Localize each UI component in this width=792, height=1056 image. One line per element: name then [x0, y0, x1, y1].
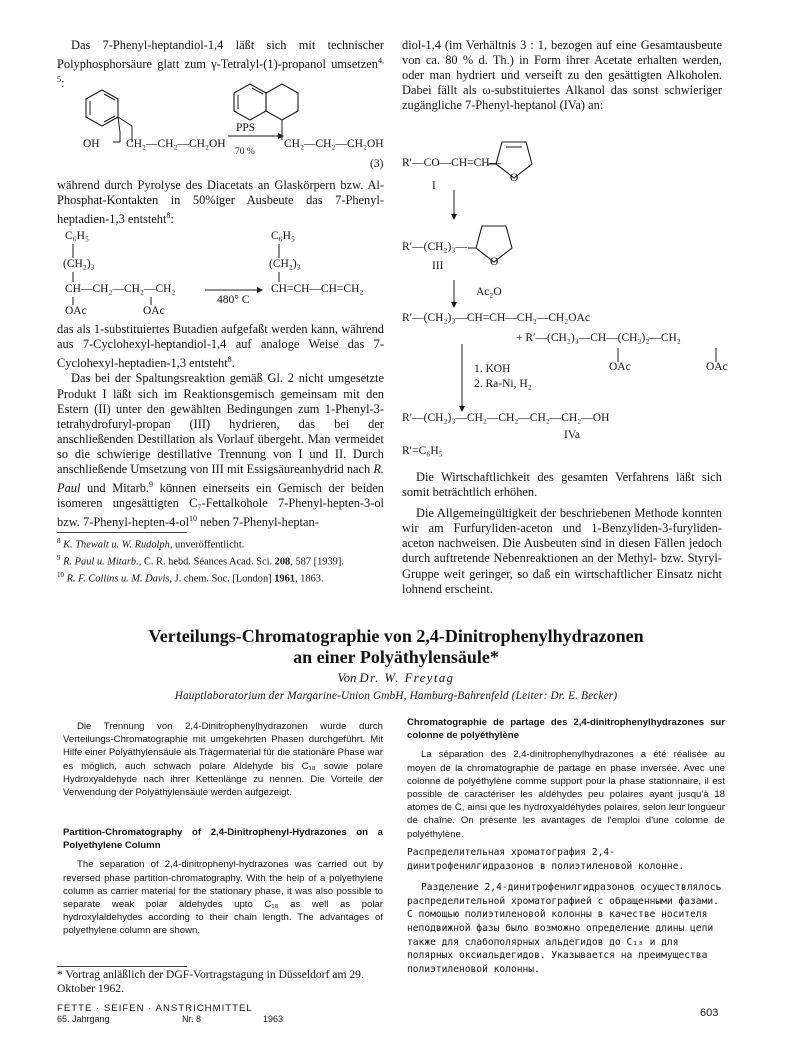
- abstract-russian: Распределительная хроматография 2,4-динитрофенилгидразонов в полиэтиленовой колонне. Разделение 2,4-динитрофенилгидразонов осуществлялось распределительной хроматографией с обращенными фазами. С помощью полиэтиленовой колонны в качестве носителя неподвижной фазы было возможно определение длины цепи также для слабополярных альдегидов до C₁₈ и для полярных оксиальдегидов. Указывается на преимущества полиэтиленовой колонны.: [407, 846, 725, 976]
- paragraph: Das bei der Spaltungsreaktion gemäß Gl. 2 nicht umgesetzte Produkt I läßt sich im Reaktionsgemisch gemeinsam mit den Estern (II) unter den gewählten Bedingungen zum 1-Phenyl-3-tetrahydrofuryl-propan (III) hydrieren, das bei der anschließenden Destillation als Vorlauf übergeht. Man vermeidet so die schwierige destillative Trennung von I und II. Durch anschließende Umsetzung von III mit Essigsäureanhydrid nach R. Paul und Mitarb.$^9$ können einerseits ein Gemisch der beiden isomeren ungesättigten C₇-Fettalkohole 7-Phenyl-hepten-3-ol bzw. $7-Phenyl-hepten-4-ol^{10}$ neben 7-Phenyl-heptan-: [57, 371, 385, 530]
- paragraph: Die Allgemeingültigkeit der beschriebenen Methode konnten wir am Furfuryliden-aceton und 1-Benzyliden-3-furyliden-aceton nachweisen. Die Ausbeuten sind in diesen Fällen jedoch durch auftretende Nebenreaktionen an der Methyl- bzw. Styryl-Gruppe weit geringer, so daß ein wirtschaftlicher Einsatz nicht lohnend erscheint.: [402, 506, 722, 596]
- equation-number-3: (3): [370, 158, 384, 170]
- scheme-r3: R′—(CH₂)₃—CH=CH—CH₂—CH₂OAc: [402, 312, 590, 324]
- scheme-r4: + R′—(CH₂)₃—CH—(CH₂)₂—CH₂: [516, 332, 681, 344]
- scheme-3-oh: OH: [83, 138, 100, 150]
- scheme-3-structures: [80, 88, 385, 170]
- journal-footer: [57, 1003, 737, 1025]
- journal-issue: Nr. 8: [182, 1014, 202, 1024]
- right-column-p2-p3: [402, 470, 722, 597]
- right-column-p1: [402, 38, 722, 113]
- diene-left-oac-2: OAc: [143, 305, 165, 317]
- diene-left-ch2-3: (CH₂)₃: [63, 258, 95, 270]
- scheme-r5: R′—(CH₂)₃—CH₂—CH₂—CH₂—CH₂—OH: [402, 412, 610, 424]
- diene-right-chain: CH=CH—CH=CH₂: [271, 283, 364, 295]
- diene-right-c6h5: C₆H₅: [271, 230, 295, 242]
- paragraph: Die Wirtschaftlichkeit des gesamten Verfahrens läßt sich somit beträchtlich erhöhen.: [402, 470, 722, 500]
- abstract-french: Chromatographie de partage des 2,4-dinitrophenylhydrazones sur colonne de polyéthylène La séparation des 2,4-dinitrophenylhydrazones a été réalisée au moyen de la chromatographie de partage en phase inversée. Avec une colonne de polyéthylène comme support pour la phase stationnaire, il est possible de caractériser les aldéhydes peu polaires ayant jusqu'à 18 atomes de C, ainsi que les hydroxyaldéhydes polaires, selon leur longueur de chaîne. On présente les avantages de l'emploi d'une colonne de polyéthylène.: [407, 717, 725, 840]
- reaction-scheme-furan: [402, 130, 737, 460]
- diene-left-chain: CH—CH₂—CH₂—CH₂: [65, 283, 176, 295]
- abstract-french-title: Chromatographie de partage des 2,4-dinitrophenylhydrazones sur colonne de polyéthylène: [407, 717, 725, 742]
- scheme-3-arrow-top: PPS: [236, 122, 256, 134]
- abstract-english-title: Partition-Chromatography of 2,4-Dinitrophenyl-Hydrazones on a Polyethylene Column: [63, 827, 383, 852]
- reaction-scheme-3: [80, 88, 385, 170]
- diene-right-ch2-3: (CH₂)₃: [269, 258, 301, 270]
- scheme-r2: R′—(CH₂)₃—: [402, 241, 467, 253]
- paragraph: während durch Pyrolyse des Diacetats an Glaskörpern bzw. Al-Phosphat-Kontakten in 50%iger Ausbeute das 7-Phenyl-heptadien-1,3 entsteht$^8$:: [57, 178, 384, 227]
- article-author: Von Dr. W. Freytag: [337, 671, 455, 685]
- footnote-9: $^9$ R. Paul u. Mitarb., C. R. hebd. Séances Acad. Sci. 208, 587 [1939].: [57, 554, 344, 568]
- article-title-line-2: an einer Polyäthylensäule*: [293, 647, 499, 667]
- scheme-furan-o: O: [510, 172, 519, 184]
- scheme-label-IVa: IVa: [564, 429, 580, 441]
- journal-year: 1963: [263, 1014, 284, 1024]
- paragraph: das als 1-substituiertes Butadien aufgefaßt werden kann, während aus 7-Cyclohexyl-heptandiol-1,4 auf analoge Weise das 7-Cyclohexyl-heptadien-1,3 entsteht$^8$.: [57, 322, 384, 371]
- scheme-step-2: 2. Ra-Ni, H₂: [474, 378, 532, 390]
- paragraph: diol-1,4 (im Verhältnis 3 : 1, bezogen auf eine Gesamtausbeute von ca. 80 % d. Th.) in Form ihrer Acetate erhalten werden, oder man hydriert und verseift zu den gesättigten Alkoholen. Dabei fällt als ω-substituiertes Alkanol das sonst schwieriger zugängliche 7-Phenyl-heptanol (IVa) an:: [402, 38, 722, 113]
- article-footnote-divider: [57, 966, 187, 967]
- footnote-10: $^{10}$ R. F. Collins u. M. Davis, J. chem. Soc. [London] 1961, 1863.: [57, 571, 324, 585]
- scheme-label-III: III: [432, 260, 444, 272]
- scheme-3-left-chain: CH₂—CH₂—CH₂OH: [126, 138, 226, 150]
- abstract-russian-title: Распределительная хроматография 2,4-динитрофенилгидразонов в полиэтиленовой колонне.: [407, 847, 685, 872]
- left-column-p3-p4: [57, 322, 384, 531]
- diene-scheme-bonds: [57, 230, 387, 320]
- diene-left-oac-1: OAc: [65, 305, 87, 317]
- footnote-divider: [57, 532, 187, 533]
- scheme-ac2o: Ac₂O: [476, 286, 502, 298]
- scheme-thf-o: O: [490, 256, 499, 268]
- scheme-oac-1: OAc: [609, 361, 631, 373]
- abstract-german: Die Trennung von 2,4-Dinitrophenylhydrazonen wurde durch Verteilungs-Chromatographie mit umgekehrten Phasen durchgeführt. Mit Hilfe einer Polyäthylensäule als Trägermaterial für die stationäre Phase war es möglich, auch schwach polare Aldehyde bis C₁₈ sowie polare Hydroxyaldehyde nach ihrer Kettenlänge zu nennen. Die Vorteile der Verwendung der Polyäthylensäule werden aufgezeigt.: [63, 721, 383, 799]
- journal-name: FETTE · SEIFEN · ANSTRICHMITTEL: [57, 1003, 253, 1014]
- article-title-line-1: Verteilungs-Chromatographie von 2,4-Dinitrophenylhydrazonen: [148, 626, 644, 646]
- scheme-step-1: 1. KOH: [474, 363, 511, 375]
- scheme-3-arrow-bottom: 70 %: [235, 147, 255, 157]
- article-affiliation: Hauptlaboratorium der Margarine-Union GmbH, Hamburg-Bahrenfeld (Leiter: Dr. E. Becker): [174, 690, 618, 702]
- abstract-english: Partition-Chromatography of 2,4-Dinitrophenyl-Hydrazones on a Polyethylene Column The separation of 2,4-dinitrophenyl-hydrazones was carried out by reversed phase partition-chromatography. With the help of a polyethylene column as carrier material for the stationary phase, it was also possible to separate weak polar aldehydes upto C₁₈ as well as polar hydroxylaldehydes according to their chain length. The advantages of polyethylene column are shown.: [63, 827, 383, 937]
- furan-scheme-bonds: [402, 130, 737, 460]
- diene-arrow-label: 480° C: [217, 294, 250, 306]
- article-footnote: * Vortrag anläßlich der DGF-Vortragstagung in Düsseldorf am 29. Oktober 1962.: [57, 968, 364, 995]
- left-column-p2: [57, 178, 384, 227]
- footnotes: [57, 535, 384, 586]
- paragraph: Das 7-Phenyl-heptandiol-1,4 läßt sich mit technischer Polyphosphorsäure glatt zum γ-Tetralyl-(1)-propanol umsetzen$^{4, 5}$:: [57, 38, 384, 91]
- diene-left-c6h5: C₆H₅: [65, 230, 89, 242]
- scheme-label-I: I: [432, 180, 436, 192]
- scheme-r-definition: R′=C₆H₅: [402, 445, 443, 457]
- scheme-r1: R′—CO—CH=CH—: [402, 157, 502, 169]
- left-column-top: [57, 38, 384, 92]
- journal-volume: 65. Jahrgang: [57, 1014, 110, 1024]
- footnote-8: $^8$ K. Thewalt u. W. Rudolph, unveröffentlicht.: [57, 537, 245, 551]
- page-number: 603: [700, 1007, 719, 1019]
- scheme-3-right-chain: CH₂—CH₂—CH₂OH: [284, 138, 384, 150]
- reaction-scheme-diene: [57, 230, 387, 320]
- scheme-oac-2: OAc: [706, 361, 728, 373]
